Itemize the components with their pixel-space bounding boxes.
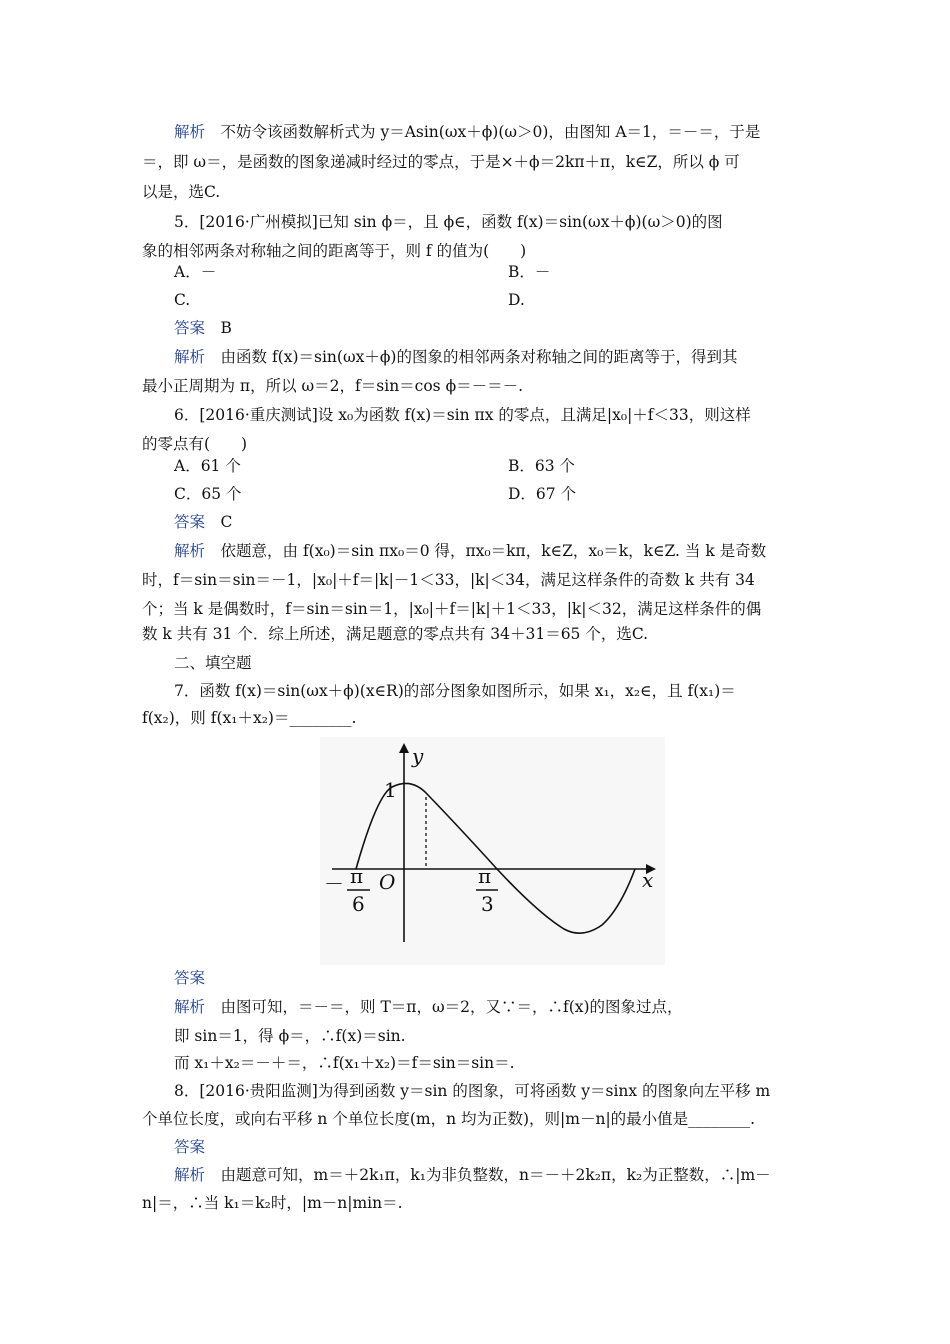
analysis-label: 解析 xyxy=(174,998,206,1016)
q6-analysis-line-3: 个；当 k 是偶数时，f＝sin＝sin＝1，|x₀|＋f＝|k|＋1＜33，|k|＜32，满足这样条件的偶 xyxy=(142,600,762,618)
sine-graph xyxy=(320,737,665,965)
q5-option-d: D. xyxy=(508,291,525,309)
q6-analysis-line-2: 时，f＝sin＝sin＝－1，|x₀|＋f＝|k|－1＜33，|k|＜34，满足这样条件的奇数 k 共有 34 xyxy=(142,571,755,589)
q5-option-a: A．－ xyxy=(174,263,217,281)
y-axis-label: y xyxy=(412,744,424,768)
q6-analysis-line-4: 数 k 共有 31 个．综上所述，满足题意的零点共有 34＋31＝65 个，选C. xyxy=(142,625,649,643)
q4-analysis-line-2: ＝，即 ω＝，是函数的图象递减时经过的零点，于是×＋ϕ＝2kπ＋π，k∈Z，所以 ϕ 可 xyxy=(142,153,740,171)
q5-analysis-line-1: 解析 由函数 f(x)＝sin(ωx＋ϕ)的图象的相邻两条对称轴之间的距离等于，得到其 xyxy=(174,348,738,366)
sine-curve xyxy=(356,783,635,933)
q6-option-a: A．61 个 xyxy=(174,457,241,475)
origin-label: O xyxy=(379,870,396,894)
q8-analysis-line-2: n|＝，∴当 k₁＝k₂时，|m－n|min＝. xyxy=(142,1194,403,1212)
answer-label: 答案 xyxy=(174,1138,206,1156)
q8-answer xyxy=(174,1137,844,1157)
section-heading-fill-blank: 二、填空题 xyxy=(174,654,252,672)
q5-stem-line-1: 5．[2016·广州模拟]已知 sin ϕ＝，且 ϕ∈，函数 f(x)＝sin(ωx＋ϕ)(ω＞0)的图 xyxy=(174,213,723,231)
q7-analysis-line-2: 即 sin＝1，得 ϕ＝，∴f(x)＝sin. xyxy=(174,1027,406,1045)
q7-stem-line-1: 7．函数 f(x)＝sin(ωx＋ϕ)(x∈R)的部分图象如图所示，如果 x₁，x₂∈，且 f(x₁)＝ xyxy=(174,682,736,700)
neg-sign: － xyxy=(324,872,344,896)
q6-stem-line-2: 的零点有( ) xyxy=(142,435,248,453)
q6-option-d: D．67 个 xyxy=(508,485,577,503)
q5-stem-line-2: 象的相邻两条对称轴之间的距离等于，则 f 的值为( ) xyxy=(142,242,527,260)
q7-stem-line-2: f(x₂)，则 f(x₁＋x₂)＝________. xyxy=(142,709,357,727)
x-axis-label: x xyxy=(642,868,654,892)
pi3-denominator: 3 xyxy=(481,892,494,916)
q7-analysis-line-1: 解析 由图可知，＝－＝，则 T＝π，ω＝2，又∵＝，∴f(x)的图象过点， xyxy=(174,998,683,1016)
q6-answer: 答案 C xyxy=(174,513,233,531)
q6-option-c: C．65 个 xyxy=(174,485,242,503)
q4-analysis-line-1: 解析 不妨令该函数解析式为 y＝Asin(ωx＋ϕ)(ω＞0)，由图知 A＝1，＝－＝，于是 xyxy=(174,123,761,141)
q5-option-c: C. xyxy=(174,291,191,309)
q4-analysis-line-3: 以是，选C. xyxy=(142,183,221,201)
q7-analysis-line-3: 而 x₁＋x₂＝－＋＝，∴f(x₁＋x₂)＝f＝sin＝sin＝. xyxy=(174,1054,515,1072)
sine-graph-figure xyxy=(320,737,665,965)
neg-pi6-denominator: 6 xyxy=(352,892,365,916)
value-one-label: 1 xyxy=(384,778,397,802)
analysis-label: 解析 xyxy=(174,348,206,366)
answer-label: 答案 xyxy=(174,513,206,531)
answer-label: 答案 xyxy=(174,319,206,337)
pi3-numerator: π xyxy=(478,864,492,888)
q8-analysis-line-1: 解析 由题意可知，m＝＋2k₁π，k₁为非负整数，n＝－＋2k₂π，k₂为正整数，∴|m－ xyxy=(174,1166,771,1184)
q8-stem-line-1: 8．[2016·贵阳监测]为得到函数 y＝sin 的图象，可将函数 y＝sinx 的图象向左平移 m xyxy=(174,1082,771,1100)
q5-answer: 答案 B xyxy=(174,319,232,337)
analysis-label: 解析 xyxy=(174,123,206,141)
q5-analysis-line-2: 最小正周期为 π，所以 ω＝2，f＝sin＝cos ϕ＝－＝－. xyxy=(142,377,524,395)
q5-option-b: B．－ xyxy=(508,263,551,281)
analysis-label: 解析 xyxy=(174,1166,206,1184)
q6-stem-line-1: 6．[2016·重庆测试]设 x₀为函数 f(x)＝sin πx 的零点，且满足|x₀|＋f＜33，则这样 xyxy=(174,406,751,424)
answer-label: 答案 xyxy=(174,969,206,987)
q6-analysis-line-1: 解析 依题意，由 f(x₀)＝sin πx₀＝0 得，πx₀＝kπ，k∈Z，x₀＝k，k∈Z. 当 k 是奇数 xyxy=(174,542,767,560)
q6-option-b: B．63 个 xyxy=(508,457,576,475)
neg-pi6-numerator: π xyxy=(350,864,364,888)
y-axis-arrow-icon xyxy=(399,743,409,753)
q7-answer xyxy=(174,968,844,988)
q8-stem-line-2: 个单位长度，或向右平移 n 个单位长度(m，n 均为正数)，则|m－n|的最小值是________. xyxy=(142,1110,756,1128)
analysis-label: 解析 xyxy=(174,542,206,560)
